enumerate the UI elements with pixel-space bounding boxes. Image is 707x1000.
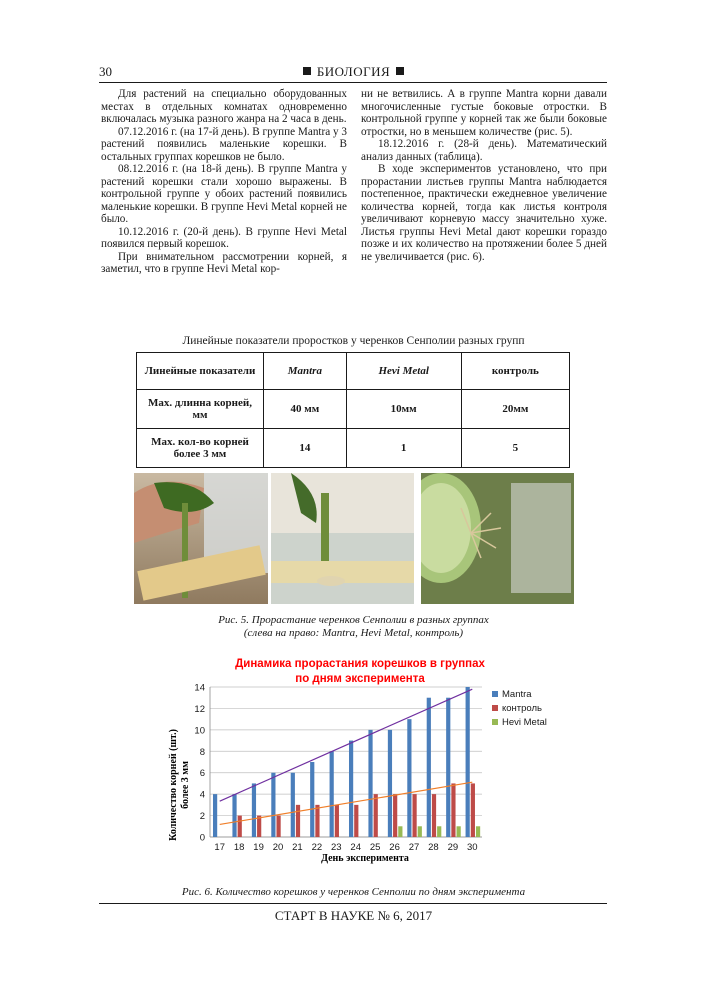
- journal-footer: СТАРТ В НАУКЕ № 6, 2017: [274, 908, 433, 923]
- table-cell: 40 мм: [264, 390, 347, 429]
- chart-x-ticks: [214, 842, 477, 853]
- paragraph: 08.12.2016 г. (на 18-й день). В группе Mantra у растений корешки стали хорошо выражены. В контрольной группе у обоих растений появились маленькие корешки. В группе Hevi Metal корней не было.: [101, 163, 347, 225]
- chart-bar: [232, 794, 236, 837]
- chart-bar: [349, 741, 353, 837]
- figure6-caption: Рис. 6. Количество корешков у черенков Сенполии по дням эксперимента: [181, 886, 526, 898]
- chart-legend: [492, 689, 547, 728]
- chart-legend-swatch: [492, 705, 498, 711]
- paragraph: В ходе экспериментов установлено, что при прорастании листьев группы Mantra наблюдается постепенное, практически ежедневное увеличение количества корней, тогда как листья контроля увеличивают корневую массу значительно хуже. Листья группы Hevi Metal дают корешки гораздо позже и их количество на протяжении более 5 дней не увеличивается (рис. 6).: [361, 163, 607, 263]
- chart-legend-label: Mantra: [502, 689, 532, 700]
- chart-y-tick-label: 6: [199, 768, 205, 780]
- chart-y-tick-label: 12: [194, 703, 205, 715]
- chart-x-tick-label: 20: [272, 842, 284, 853]
- table-cell: 10мм: [346, 390, 461, 429]
- paragraph: 10.12.2016 г. (20-й день). В группе Hevi Metal появился первый корешок.: [101, 225, 347, 250]
- table-header-cell: Hevi Metal: [346, 353, 461, 390]
- table-header-cell: контроль: [461, 353, 569, 390]
- photo-hevi-metal: [271, 473, 414, 604]
- chart-bar: [374, 794, 378, 837]
- chart-title-line1: Динамика прорастания корешков в группах: [235, 658, 485, 670]
- chart-bar: [446, 698, 450, 837]
- chart-x-tick-label: 18: [233, 842, 245, 853]
- chart-y-tick-label: 8: [199, 746, 205, 758]
- table-cell: Мах. кол-во корней более 3 мм: [137, 429, 264, 468]
- chart-bar: [330, 751, 334, 837]
- chart-bar: [335, 805, 339, 837]
- table-cell: 20мм: [461, 390, 569, 429]
- chart-bar: [257, 816, 261, 837]
- chart-bar: [354, 805, 358, 837]
- chart-y-tick-label: 10: [194, 725, 205, 737]
- table-row: [137, 429, 570, 468]
- chart-bar: [296, 805, 300, 837]
- chart-y-tick-label: 14: [194, 682, 205, 694]
- chart-legend-label: Hevi Metal: [502, 717, 547, 728]
- chart-bar: [466, 687, 470, 837]
- chart-bar: [310, 762, 314, 837]
- chart-x-tick-label: 28: [428, 842, 439, 853]
- chart-bar: [213, 794, 217, 837]
- table-cell: 5: [461, 429, 569, 468]
- chart-bar: [418, 826, 422, 837]
- figure5-caption-line2: (слева на право: Mantra, Hevi Metal, контроль): [243, 627, 464, 639]
- table-row: [137, 390, 570, 429]
- chart-x-tick-label: 25: [369, 842, 381, 853]
- paragraph: ни не ветвились. А в группе Mantra корни давали многочисленные густые боковые отростки. В контрольной группе у корней так же были боковые отростки, но в меньшем количестве (рис. 5).: [361, 88, 607, 138]
- chart-bar: [368, 730, 372, 837]
- chart-y-ticks: [194, 683, 205, 844]
- chart-bar: [388, 730, 392, 837]
- data-table: [136, 352, 570, 468]
- chart-y-label-line1: Количество корней (шт.): [168, 729, 179, 841]
- paragraph: Для растений на специально оборудованных местах в отдельных комнатах одновременно включалась музыка разного жанра на 2 часа в день.: [101, 88, 347, 125]
- chart-bar: [315, 805, 319, 837]
- figure5-caption-line1: Рис. 5. Прорастание черенков Сенполии в разных группах: [218, 614, 489, 626]
- chart-bar: [432, 794, 436, 837]
- chart-bar: [238, 816, 242, 837]
- chart-bar: [457, 826, 461, 837]
- square-bullet-icon: [303, 67, 311, 75]
- photo-control: [421, 473, 574, 604]
- chart-bar: [271, 773, 275, 837]
- chart-bar: [393, 794, 397, 837]
- chart-legend-label: контроль: [502, 703, 542, 714]
- table-cell: 14: [264, 429, 347, 468]
- chart-x-tick-label: 27: [408, 842, 420, 853]
- root-count-chart: [160, 655, 580, 865]
- chart-legend-swatch: [492, 719, 498, 725]
- chart-bar: [471, 783, 475, 837]
- chart-y-tick-label: 4: [199, 789, 205, 801]
- chart-bar: [427, 698, 431, 837]
- chart-x-tick-label: 30: [466, 842, 478, 853]
- chart-bars: [213, 687, 480, 837]
- paragraph: При внимательном рассмотрении корней, я заметил, что в группе Hevi Metal кор-: [101, 250, 347, 275]
- chart-bar: [407, 719, 411, 837]
- table-header-row: [137, 353, 570, 390]
- chart-bar: [476, 826, 480, 837]
- table-cell: Мах. длинна корней, мм: [137, 390, 264, 429]
- chart-x-tick-label: 23: [330, 842, 342, 853]
- chart-grid: [210, 687, 482, 837]
- chart-x-tick-label: 26: [389, 842, 400, 853]
- chart-title-line2: по дням эксперимента: [295, 673, 425, 685]
- table-caption: Линейные показатели проростков у черенков Сенполии разных групп: [182, 335, 525, 347]
- table-cell: 1: [346, 429, 461, 468]
- chart-x-tick-label: 17: [214, 842, 226, 853]
- section-title-text: БИОЛОГИЯ: [316, 64, 391, 79]
- chart-x-label: День эксперимента: [321, 853, 409, 864]
- paragraph: 18.12.2016 г. (28-й день). Математический анализ данных (таблица).: [361, 138, 607, 163]
- chart-x-tick-label: 22: [311, 842, 323, 853]
- square-bullet-icon: [396, 67, 404, 75]
- left-column: [101, 88, 347, 276]
- chart-x-tick-label: 29: [447, 842, 459, 853]
- chart-trendline: [220, 689, 473, 801]
- chart-y-label-line2: более 3 мм: [180, 761, 191, 809]
- chart-bar: [291, 773, 295, 837]
- chart-x-tick-label: 24: [350, 842, 362, 853]
- chart-bar: [412, 794, 416, 837]
- chart-bar: [276, 816, 280, 837]
- chart-x-tick-label: 21: [292, 842, 303, 853]
- chart-bar: [398, 826, 402, 837]
- paragraph: 07.12.2016 г. (на 17-й день). В группе Mantra у 3 растений появились маленькие корешки. В остальных группах корешков не было.: [101, 125, 348, 163]
- table-header-cell: Mantra: [264, 353, 347, 390]
- section-title: [0, 64, 707, 80]
- chart-bar: [437, 826, 441, 837]
- chart-svg: [160, 655, 580, 865]
- chart-y-tick-label: 2: [199, 811, 205, 823]
- chart-y-tick-label: 0: [199, 832, 205, 844]
- table-header-cell: Линейные показатели: [137, 353, 264, 390]
- header-rule: [99, 82, 607, 83]
- chart-bar: [252, 783, 256, 837]
- photo-mantra: [134, 473, 268, 604]
- figure5-caption: [0, 614, 707, 640]
- chart-x-tick-label: 19: [253, 842, 264, 853]
- page-number: 30: [99, 64, 112, 79]
- chart-bar: [451, 783, 455, 837]
- footer-rule: [99, 903, 607, 904]
- chart-legend-swatch: [492, 691, 498, 697]
- right-column: [361, 88, 607, 263]
